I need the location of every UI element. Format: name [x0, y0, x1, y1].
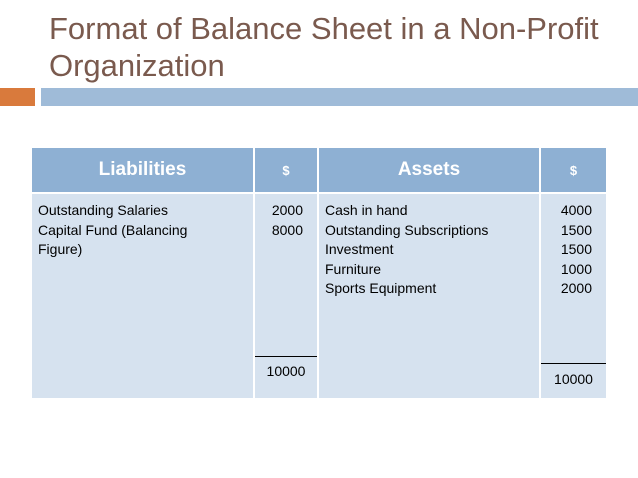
liabilities-amounts-cell	[254, 193, 318, 398]
asset-amount: 1500	[560, 221, 592, 238]
asset-amount: 2000	[560, 280, 592, 296]
asset-line: Cash in hand	[325, 202, 408, 218]
assets-items-cell	[318, 193, 540, 398]
liability-amount: 2000	[271, 202, 303, 218]
asset-line: Sports Equipment	[325, 280, 437, 296]
header-assets-currency: $	[540, 148, 606, 193]
liabilities-total: 10000	[255, 356, 317, 381]
asset-line: Furniture	[325, 260, 382, 277]
asset-amount: 1500	[560, 241, 592, 257]
liabilities-items-cell	[32, 193, 254, 398]
asset-amount: 4000	[560, 202, 592, 218]
asset-line: Investment	[325, 241, 394, 257]
liability-amount: 8000	[271, 221, 303, 238]
assets-amounts-cell	[540, 193, 606, 398]
liability-line: Capital Fund (Balancing	[38, 221, 188, 238]
liability-line: Figure)	[38, 241, 83, 257]
accent-bar-orange	[0, 88, 35, 106]
accent-bar-blue	[41, 88, 638, 106]
balance-sheet-table	[32, 148, 606, 398]
header-liabilities: Liabilities	[32, 148, 254, 193]
assets-total: 10000	[541, 363, 606, 389]
header-liabilities-currency: $	[254, 148, 318, 193]
asset-amount: 1000	[560, 260, 592, 277]
slide-title: Format of Balance Sheet in a Non-Profit Organization	[49, 11, 599, 83]
header-assets: Assets	[318, 148, 540, 193]
table-header-row	[32, 148, 606, 193]
asset-line: Outstanding Subscriptions	[325, 221, 489, 238]
table-body-row	[32, 193, 606, 398]
liability-line: Outstanding Salaries	[38, 202, 168, 218]
